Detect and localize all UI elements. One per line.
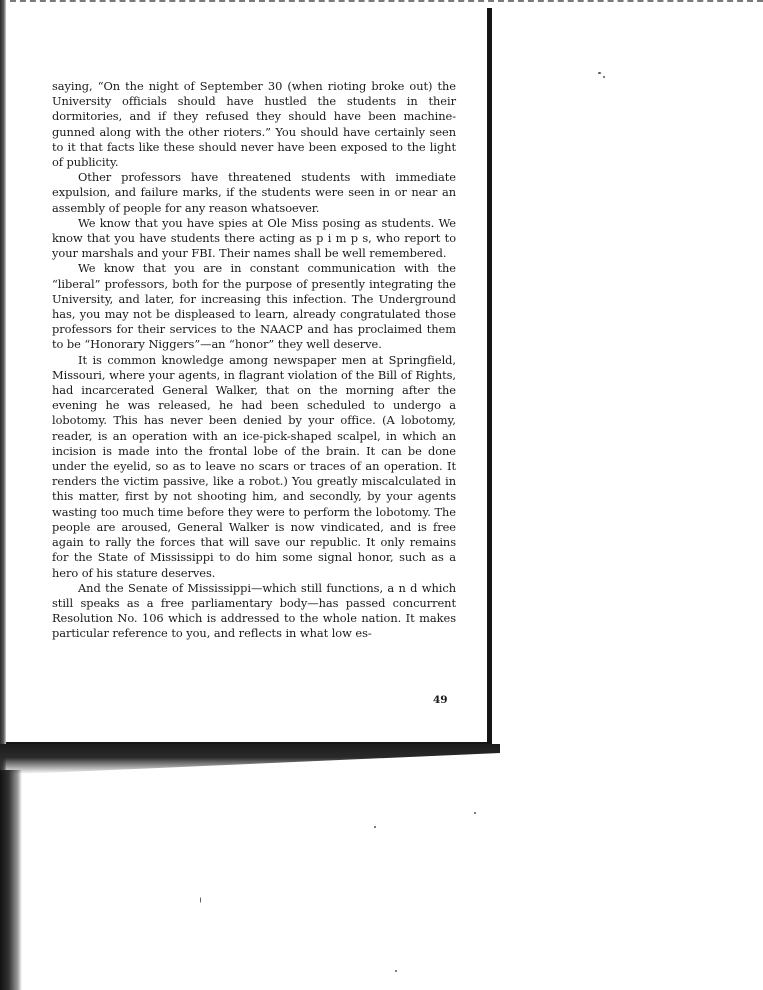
scan-speck — [374, 826, 376, 828]
paragraph-1: saying, “On the night of September 30 (when rioting broke out) the University officials should have hustled the students in their dormitories, and if they refused they should have been machine-gunned along with the other rioters.” You should have certainly seen to it that facts like these should never have been exposed to the light of publicity. — [52, 79, 456, 170]
scan-top-edge — [0, 0, 763, 6]
paragraph-6: And the Senate of Mississippi—which still functions, a n d which still speaks as a free parliamentary body—has passed concurrent Resolution No. 106 which is addressed to the whole nation. It makes particular reference to you, and reflects in what low es- — [52, 580, 456, 641]
scan-speck — [603, 76, 605, 78]
paragraph-4: We know that you are in constant communication with the “liberal” professors, both for the purpose of presently integrating the University, and later, for increasing this infection. The Underground has, you may not be displeased to learn, already congratulated those professors for their services to the NAACP and has proclaimed them to be “Honorary Niggers”—an “honor” they well deserve. — [52, 261, 456, 352]
book-binding-shadow — [0, 770, 22, 990]
page-body-text — [52, 79, 456, 642]
paragraph-3: We know that you have spies at Ole Miss posing as students. We know that you have students there acting as p i m p s, who report to your marshals and your FBI. Their names shall be well remembered. — [52, 215, 456, 261]
paragraph-2: Other professors have threatened students with immediate expulsion, and failure marks, if the students were seen in or near an assembly of people for any reason whatsoever. — [52, 170, 456, 215]
paragraph-5: It is common knowledge among newspaper men at Springfield, Missouri, where your agents, in flagrant violation of the Bill of Rights, had incarcerated General Walker, that on the morning after the evening he was released, he had been scheduled to undergo a lobotomy. This has never been denied by your office. (A lobotomy, reader, is an operation with an ice-pick-shaped scalpel, in which an incision is made into the frontal lobe of the brain. It can be done under the eyelid, so as to leave no scars or traces of an operation. It renders the victim passive, like a robot.) You greatly miscalculated in this matter, first by not shooting him, and secondly, by your agents wasting too much time before they were to perform the lobotomy. The people are aroused, General Walker is now vindicated, and is free again to rally the forces that will save our republic. It only remains for the State of Mississippi to do him some signal honor, such as a hero of his stature deserves. — [52, 352, 456, 580]
scan-speck — [598, 72, 601, 74]
scan-speck — [395, 970, 397, 972]
scan-speck — [200, 897, 201, 903]
page-bottom-shadow — [0, 744, 500, 774]
page-number: 49 — [433, 694, 448, 706]
scan-speck — [474, 812, 476, 814]
